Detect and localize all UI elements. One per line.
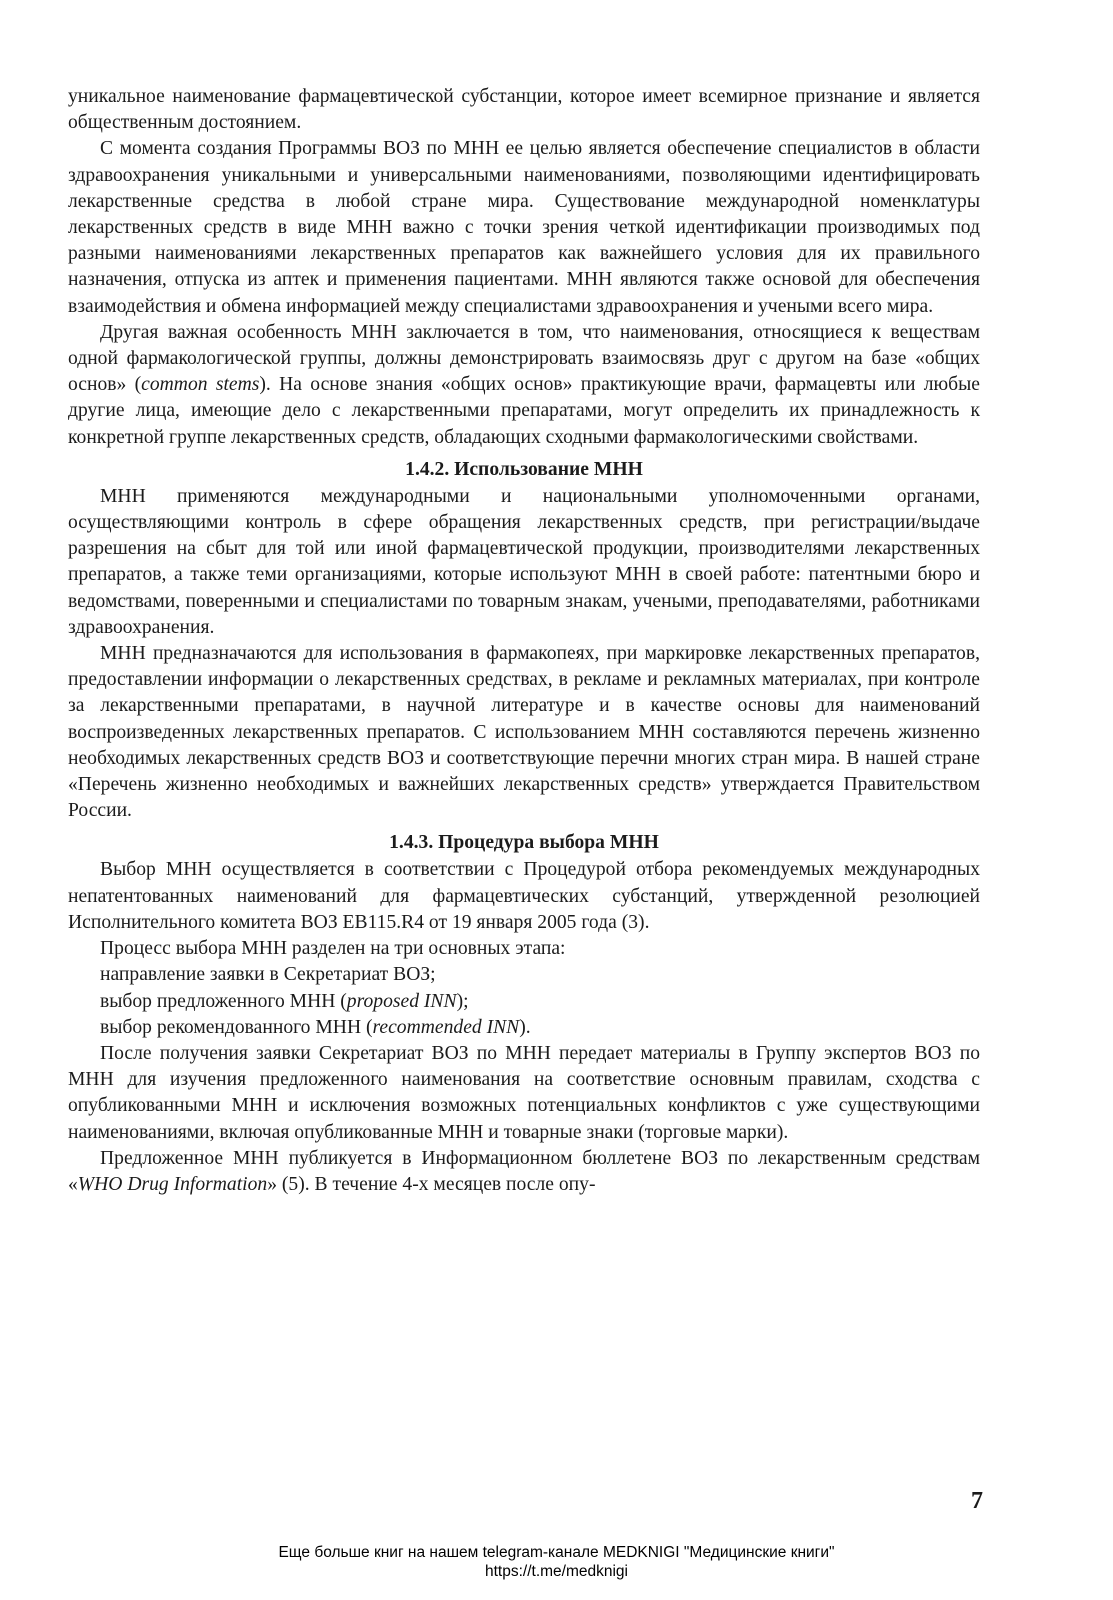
page-body: [68, 84, 980, 1198]
stages-intro: Процесс выбора МНН разделен на три основных этапа:: [100, 938, 566, 960]
page-number: 7: [971, 1488, 983, 1514]
paragraph-usage-authorities: МНН применяются международными и национальными уполномоченными органами, осуществляющими контроль в сфере обращения лекарственных средств, при регистрации/выдаче разрешения на сбыт для той или иной фармацевтической продукции, производителями лекарственных препаратов, а также теми организациями, которые используют МНН в своей работе: патентными бюро и ведомствами, поверенными и специалистами по товарным знакам, учеными, преподавателями, работниками здравоохранения.: [68, 485, 980, 638]
paragraph-usage-purposes: МНН предназначаются для использования в фармакопеях, при маркировке лекарственных препаратов, предоставлении информации о лекарственных средствах, в рекламе и рекламных материалах, при контроле за лекарственными препаратами, в научной литературе и в качестве основы для наименований воспроизведенных лекарственных препаратов. С использованием МНН составляются перечень жизненно необходимых лекарственных средств ВОЗ и соответствующие перечни многих стран мира. В нашей стране «Перечень жизненно необходимых и важнейших лекарственных средств» утверждается Правительством России.: [68, 643, 980, 822]
footer-link: https://t.me/medknigi: [484, 1563, 628, 1580]
footer-watermark: [0, 1543, 1113, 1581]
stage-item: направление заявки в Секретариат ВОЗ;: [100, 964, 436, 986]
paragraph-intro-continuation: уникальное наименование фармацевтической субстанции, которое имеет всемирное признание и является общественным достоянием.: [68, 86, 980, 134]
section-heading-usage: 1.4.2. Использование МНН: [405, 458, 643, 480]
paragraph-selection-procedure: Выбор МНН осуществляется в соответствии с Процедурой отбора рекомендуемых международных непатентованных наименований для фармацевтических субстанций, утвержденной резолюцией Исполнительного комитета ВОЗ EB115.R4 от 19 января 2005 года (3).: [68, 859, 980, 933]
paragraph-common-stems: Другая важная особенность МНН заключается в том, что наименования, относящиеся к веществам одной фармакологической группы, должны демонстрировать взаимосвязь друг с другом на базе «общих основ» (common stems). На основе знания «общих основ» практикующие врачи, фармацевты или любые другие лица, имеющие дело с лекарственными препаратами, могут определить их принадлежность к конкретной группе лекарственных средств, обладающих сходными фармакологическими свойствами.: [68, 321, 980, 448]
section-heading-selection: 1.4.3. Процедура выбора МНН: [389, 832, 659, 854]
paragraph-program-goal: С момента создания Программы ВОЗ по МНН ее целью является обеспечение специалистов в области здравоохранения уникальными и универсальными наименованиями, позволяющими идентифицировать лекарственные средства в любой стране мира. Существование международной номенклатуры лекарственных средств в виде МНН важно с точки зрения четкой идентификации производимых под разными наименованиями лекарственных препаратов как важнейшего условия для их правильного назначения, отпуска из аптек и применения пациентами. МНН являются также основой для обеспечения взаимодействия и обмена информацией между специалистами здравоохранения и учеными всего мира.: [68, 138, 980, 317]
paragraph-publication: Предложенное МНН публикуется в Информационном бюллетене ВОЗ по лекарственным средствам «WHO Drug Information» (5). В течение 4-х месяцев после опу-: [68, 1147, 980, 1195]
paragraph-expert-review: После получения заявки Секретариат ВОЗ по МНН передает материалы в Группу экспертов ВОЗ по МНН для изучения предложенного наименования на соответствие основным правилам, сходства с опубликованными МНН и исключения возможных потенциальных конфликтов с уже существующими наименованиями, включая опубликованные МНН и товарные знаки (торговые марки).: [68, 1042, 980, 1143]
stage-item: выбор предложенного МНН (proposed INN);: [100, 990, 469, 1012]
footer-line: Еще больше книг на нашем telegram-канале MEDKNIGI "Медицинские книги": [278, 1544, 835, 1561]
stage-item: выбор рекомендованного МНН (recommended INN).: [100, 1016, 531, 1038]
